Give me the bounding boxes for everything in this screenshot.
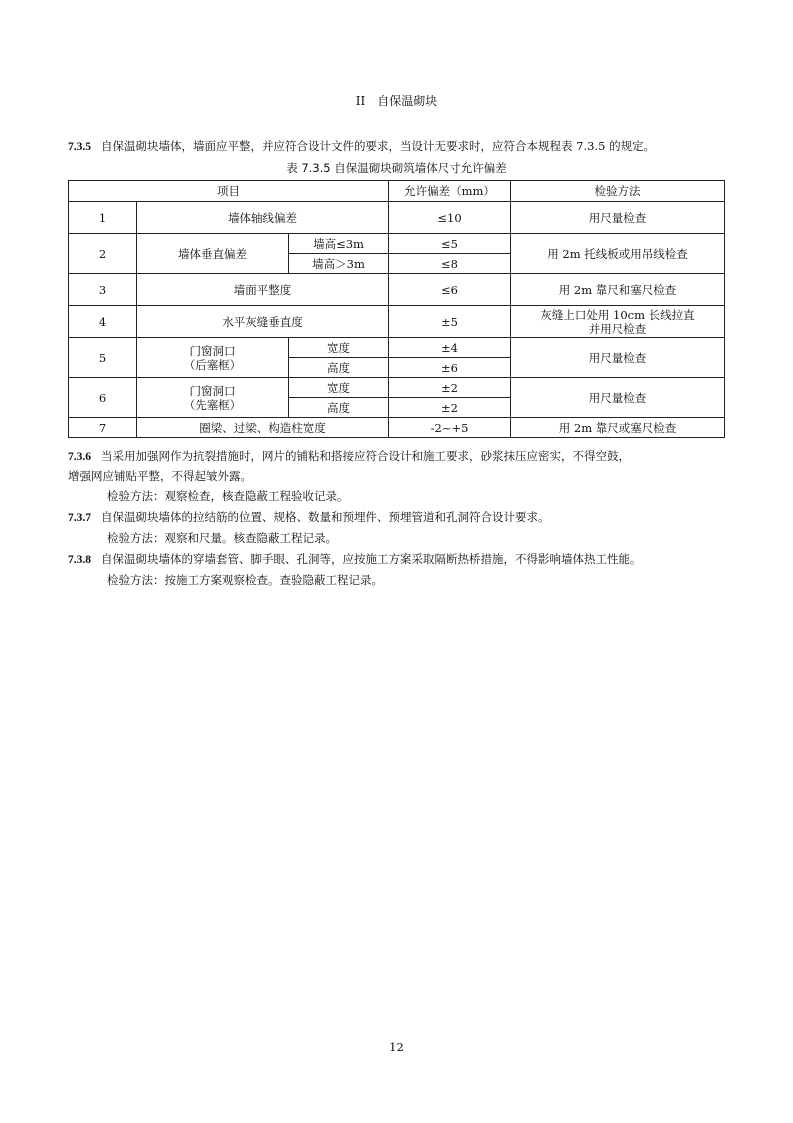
table-row: [69, 202, 725, 234]
row-method-line1: 灰缝上口处用 10cm 长线拉直: [540, 307, 695, 322]
row-method: [511, 306, 725, 338]
clause-text: 自保温砌块墙体的穿墙套管、脚手眼、孔洞等，应按施工方案采取隔断热桥措施，不得影响墙体热工性能。: [101, 552, 642, 566]
row-tolerance: ±5: [389, 306, 511, 338]
row-tolerance: ≤8: [389, 254, 511, 274]
row-item: 墙体轴线偏差: [137, 202, 389, 234]
clause-7-3-7: [68, 508, 728, 528]
section-roman-numeral: II: [355, 94, 366, 108]
row-tolerance: ±4: [389, 338, 511, 358]
clause-text: 自保温砌块墙体，墙面应平整，并应符合设计文件的要求，当设计无要求时，应符合本规程表 7.3.5 的规定。: [101, 139, 656, 153]
row-item-line1: 门窗洞口: [189, 343, 236, 358]
clause-7-3-8-check: 检验方法：按施工方案观察检查。查验隐蔽工程记录。: [107, 573, 383, 587]
section-title-text: 自保温砌块: [377, 94, 438, 108]
row-tolerance: ±2: [389, 398, 511, 418]
row-tolerance: ±2: [389, 378, 511, 398]
table-row: [69, 234, 725, 254]
clause-7-3-7-check: 检验方法：观察和尺量。核查隐蔽工程记录。: [107, 531, 337, 545]
row-subitem: 墙高≤3m: [289, 234, 389, 254]
clause-7-3-6: [68, 447, 728, 486]
row-number: 3: [69, 274, 137, 306]
row-tolerance: ≤6: [389, 274, 511, 306]
section-heading: [0, 92, 793, 109]
header-item: 项目: [69, 181, 389, 202]
row-item-line2: （先塞框）: [183, 397, 242, 412]
clause-number: 7.3.8: [68, 554, 91, 566]
row-number: 5: [69, 338, 137, 378]
clause-7-3-5: [68, 137, 728, 157]
row-item-line2: （后塞框）: [183, 357, 242, 372]
row-item: [137, 378, 289, 418]
table-row: [69, 338, 725, 358]
row-subitem: 高度: [289, 398, 389, 418]
page-number: 12: [389, 1040, 404, 1054]
row-item: [137, 338, 289, 378]
row-number: 6: [69, 378, 137, 418]
row-method: 用尺量检查: [511, 378, 725, 418]
clause-number: 7.3.7: [68, 512, 91, 524]
row-tolerance: ±6: [389, 358, 511, 378]
row-item: 墙面平整度: [137, 274, 389, 306]
tolerance-table: [68, 180, 725, 438]
row-method: 用尺量检查: [511, 338, 725, 378]
row-number: 1: [69, 202, 137, 234]
row-method: 用 2m 托线板或用吊线检查: [511, 234, 725, 274]
table-row: [69, 306, 725, 338]
table-caption: 表 7.3.5 自保温砌块砌筑墙体尺寸允许偏差: [286, 161, 507, 175]
row-tolerance: ≤10: [389, 202, 511, 234]
clause-number: 7.3.5: [68, 141, 91, 153]
row-subitem: 宽度: [289, 338, 389, 358]
clause-text-line2: 增强网应铺贴平整，不得起皱外露。: [68, 469, 252, 483]
row-subitem: 高度: [289, 358, 389, 378]
header-tolerance: 允许偏差（mm）: [389, 181, 511, 202]
row-tolerance: -2~+5: [389, 418, 511, 438]
clause-text: 自保温砌块墙体的拉结筋的位置、规格、数量和预埋件、预埋管道和孔洞符合设计要求。: [101, 510, 550, 524]
row-item: 墙体垂直偏差: [137, 234, 289, 274]
clause-7-3-8: [68, 550, 728, 570]
header-method: 检验方法: [511, 181, 725, 202]
row-method-line2: 并用尺检查: [588, 321, 647, 336]
row-number: 2: [69, 234, 137, 274]
table-row: [69, 274, 725, 306]
clause-text-line1: 当采用加强网作为抗裂措施时，网片的铺粘和搭接应符合设计和施工要求，砂浆抹压应密实，不得空鼓，: [101, 449, 630, 463]
row-item: 圈梁、过梁、构造柱宽度: [137, 418, 389, 438]
row-tolerance: ≤5: [389, 234, 511, 254]
row-item-line1: 门窗洞口: [189, 383, 236, 398]
row-method: 用尺量检查: [511, 202, 725, 234]
row-method: 用 2m 靠尺和塞尺检查: [511, 274, 725, 306]
table-row: [69, 378, 725, 398]
row-method: 用 2m 靠尺或塞尺检查: [511, 418, 725, 438]
row-number: 7: [69, 418, 137, 438]
clause-number: 7.3.6: [68, 451, 91, 463]
table-row: [69, 418, 725, 438]
row-subitem: 宽度: [289, 378, 389, 398]
clause-7-3-6-check: 检验方法：观察检查，核查隐蔽工程验收记录。: [107, 489, 349, 503]
row-subitem: 墙高＞3m: [289, 254, 389, 274]
row-item: 水平灰缝垂直度: [137, 306, 389, 338]
row-number: 4: [69, 306, 137, 338]
table-header-row: [69, 181, 725, 202]
